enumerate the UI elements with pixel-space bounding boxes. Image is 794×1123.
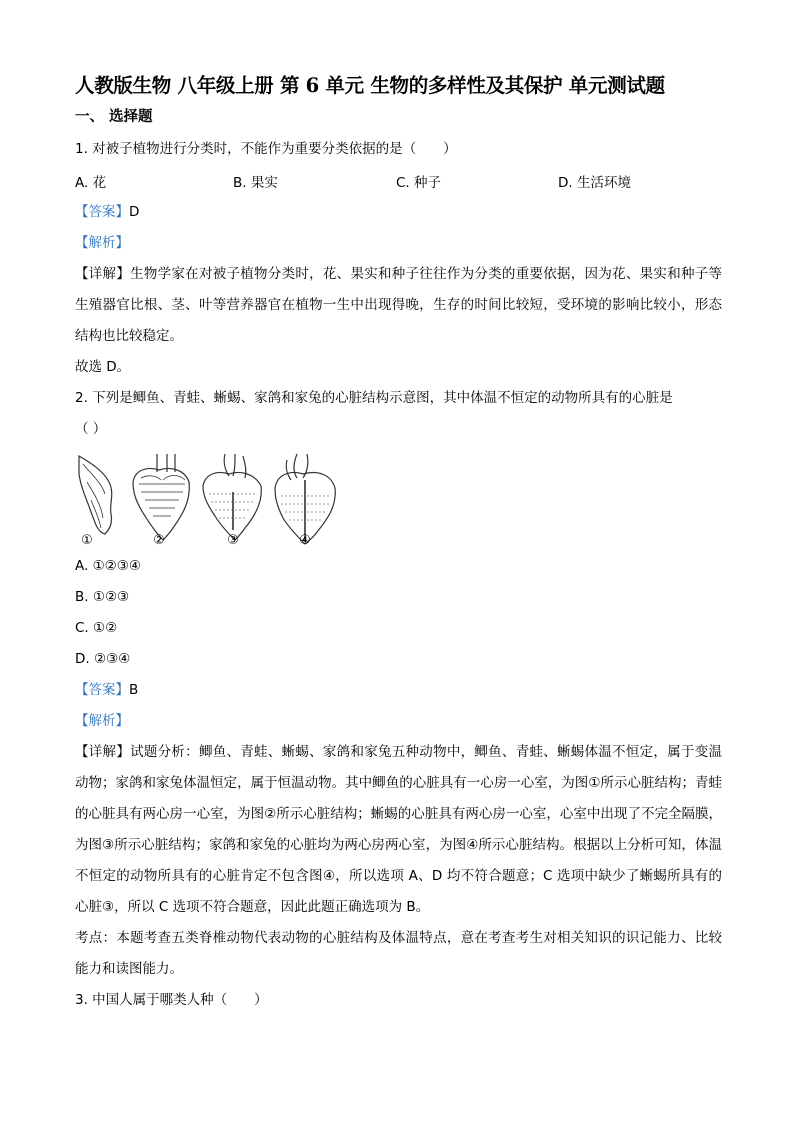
- figure-label-3: ③: [227, 533, 239, 548]
- q1-answer-line: [75, 202, 139, 222]
- heart-1-diagram: [79, 456, 112, 534]
- q2-option-a: A. ①②③④: [75, 558, 141, 574]
- q1-stem: 1. 对被子植物进行分类时，不能作为重要分类依据的是（ ）: [75, 141, 457, 157]
- q1-option-d: D. 生活环境: [558, 175, 631, 191]
- answer-tag: 【答案】: [75, 682, 129, 698]
- q2-option-d: D. ②③④: [75, 651, 131, 667]
- figure-label-4: ④: [299, 533, 311, 548]
- analysis-tag: 【解析】: [75, 713, 129, 729]
- q3-stem: 3. 中国人属于哪类人种（ ）: [75, 992, 268, 1008]
- q1-conclusion: 故选 D。: [75, 359, 131, 375]
- q2-stem: 2. 下列是鲫鱼、青蛙、蜥蜴、家鸽和家兔的心脏结构示意图，其中体温不恒定的动物所具有的心脏是: [75, 390, 673, 406]
- q2-stem-blank: （ ）: [75, 421, 107, 437]
- detail-tag: 【详解】: [75, 744, 131, 760]
- q2-detail-text: 试题分析：鲫鱼、青蛙、蜥蜴、家鸽和家兔五种动物中，鲫鱼、青蛙、蜥蜴体温不恒定，属于变温动物；家鸽和家兔体温恒定，属于恒温动物。其中鲫鱼的心脏具有一心房一心室，为图①所示心脏结构；青蛙的心脏具有两心房一心室，为图②所示心脏结构；蜥蜴的心脏具有两心房一心室，心室中出现了不完全隔膜，为图③所示心脏结构；家鸽和家兔的心脏均为两心房两心室，为图④所示心脏结构。根据以上分析可知，体温不恒定的动物所具有的心脏肯定不包含图④，所以选项 A、D 均不符合题意；C 选项中缺少了蜥蜴所具有的心脏③，所以 C 选项不符合题意，因此此题正确选项为 B。: [75, 744, 723, 915]
- q1-analysis-line: [75, 233, 129, 253]
- q2-answer: B: [129, 682, 139, 698]
- heart-diagram-figure: [75, 452, 340, 552]
- q2-analysis-line: [75, 711, 129, 731]
- q2-option-c: C. ①②: [75, 620, 118, 636]
- section-heading: 一、 选择题: [75, 108, 153, 125]
- page-title: 人教版生物 八年级上册 第 6 单元 生物的多样性及其保护 单元测试题: [75, 74, 665, 97]
- heart-2-diagram: [133, 454, 189, 540]
- q1-detail: [75, 259, 722, 352]
- figure-label-2: ②: [153, 533, 165, 548]
- q1-answer: D: [129, 204, 140, 220]
- q1-option-a: A. 花: [75, 175, 107, 191]
- q2-option-b: B. ①②③: [75, 589, 130, 605]
- heart-3-diagram: [203, 454, 261, 540]
- q2-answer-line: [75, 680, 138, 700]
- q2-detail: [75, 737, 722, 923]
- answer-tag: 【答案】: [75, 204, 129, 220]
- q1-detail-text: 生物学家在对被子植物分类时，花、果实和种子往往作为分类的重要依据，因为花、果实和种子等生殖器官比根、茎、叶等营养器官在植物一生中出现得晚，生存的时间比较短，受环境的影响比较小，形态结构也比较稳定。: [75, 266, 723, 344]
- q2-kaodian: 考点：本题考查五类脊椎动物代表动物的心脏结构及体温特点，意在考查考生对相关知识的识记能力、比较能力和读图能力。: [75, 930, 722, 977]
- detail-tag: 【详解】: [75, 266, 131, 282]
- analysis-tag: 【解析】: [75, 235, 129, 251]
- figure-label-1: ①: [81, 533, 93, 548]
- q1-option-c: C. 种子: [396, 175, 442, 191]
- q1-option-b: B. 果实: [233, 175, 278, 191]
- heart-4-diagram: [275, 454, 335, 544]
